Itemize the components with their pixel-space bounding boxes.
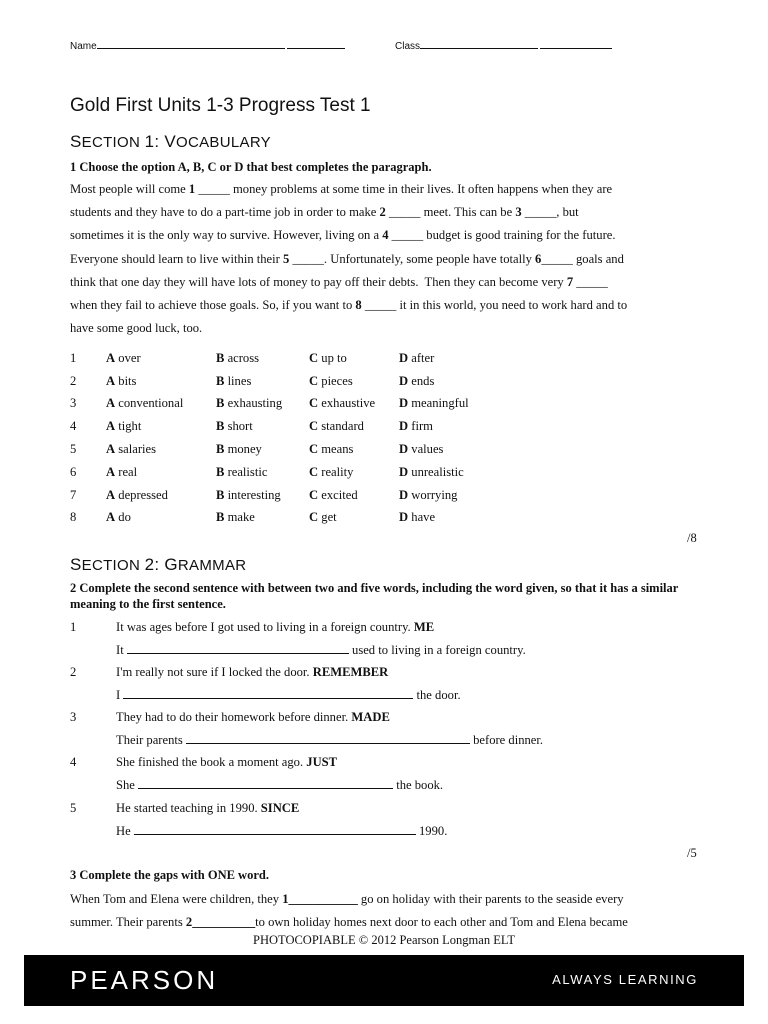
paragraph-line: when they fail to achieve those goals. So, if you want to 8 _____ it in this world, you need to work hard and to <box>70 298 628 313</box>
transformation-prompt: 3 They had to do their homework before dinner. MADE <box>70 710 390 725</box>
transformation-prompt: 4 She finished the book a moment ago. JUST <box>70 755 338 770</box>
paragraph-line: Most people will come 1 _____ money problems at some time in their lives. It often happens when they are <box>70 182 613 196</box>
pearson-logo: PEARSON <box>70 965 219 995</box>
transformation-prompt: 2 I'm really not sure if I locked the door. REMEMBER <box>70 664 389 679</box>
paragraph-line: students and they have to do a part-time job in order to make 2 _____ meet. This can be 3 _____, but <box>70 205 579 220</box>
section-2-score: /5 <box>687 846 697 860</box>
option-row: 4 A tight B short C standard D firm <box>70 419 433 434</box>
option-row: 2 A bits B lines C pieces D ends <box>70 373 435 388</box>
vocabulary-paragraph <box>70 178 710 340</box>
name-field <box>70 38 345 52</box>
transformation-answer: It used to living in a foreign country. <box>116 642 526 657</box>
answer-blank[interactable] <box>123 687 413 699</box>
copyright-notice: PHOTOCOPIABLE © 2012 Pearson Longman ELT <box>253 933 515 947</box>
section-3-instruction: 3 Complete the gaps with ONE word. <box>70 868 269 882</box>
answer-blank[interactable] <box>138 777 393 789</box>
answer-blank[interactable] <box>127 642 349 654</box>
section-2-heading: SECTION 2: GRAMMAR <box>70 555 247 574</box>
option-row: 7 A depressed B interesting C excited D worrying <box>70 487 458 502</box>
transformation-prompt: 5 He started teaching in 1990. SINCE <box>70 800 300 815</box>
section-1-instruction: 1 Choose the option A, B, C or D that best completes the paragraph. <box>70 160 432 174</box>
option-row: 3 A conventional B exhausting C exhaustive D meaningful <box>70 396 469 411</box>
gap-paragraph: When Tom and Elena were children, they 1___________ go on holiday with their parents to the seaside every summer. Their parents 2__________to own holiday homes next door to each other and Tom and Elena became <box>70 892 628 929</box>
paragraph-line: think that one day they will have lots of money to pay off their debts. Then they can become very 7 _____ <box>70 274 608 289</box>
section-1-score: /8 <box>687 531 697 545</box>
paragraph-line: sometimes it is the only way to survive. However, living on a 4 _____ budget is good training for the future. <box>70 228 616 243</box>
answer-blank[interactable] <box>186 732 470 744</box>
paragraph-line: Everyone should learn to live within their 5 _____. Unfortunately, some people have totally 6_____ goals and <box>70 251 624 266</box>
section-2-instruction: 2 Complete the second sentence with between two and five words, including the word given, so that it has a similar meaning to the first sentence. <box>70 581 679 611</box>
option-row: 1 A over B across C up to D after <box>70 350 435 365</box>
transformation-prompt: 1 It was ages before I got used to living in a foreign country. ME <box>70 619 435 634</box>
option-row: 6 A real B realistic C reality D unrealistic <box>70 464 464 479</box>
page-title: Gold First Units 1-3 Progress Test 1 <box>70 95 371 116</box>
transformation-answer: I the door. <box>116 688 461 703</box>
transformation-list <box>70 616 543 842</box>
footer-banner <box>24 955 744 1006</box>
answer-blank[interactable] <box>134 823 416 835</box>
options-table <box>70 347 489 529</box>
name-label: Name <box>70 41 97 52</box>
class-label: Class <box>395 41 421 52</box>
transformation-answer: Their parents before dinner. <box>116 733 544 748</box>
paragraph-line: have some good luck, too. <box>70 321 203 336</box>
option-row: 5 A salaries B money C means D values <box>70 442 444 457</box>
class-field <box>395 38 612 52</box>
transformation-answer: He 1990. <box>116 823 448 838</box>
tagline: ALWAYS LEARNING <box>552 972 698 987</box>
option-row: 8 A do B make C get D have <box>70 510 436 525</box>
section-1-heading: SECTION 1: VOCABULARY <box>70 132 271 151</box>
transformation-answer: She the book. <box>116 778 444 793</box>
